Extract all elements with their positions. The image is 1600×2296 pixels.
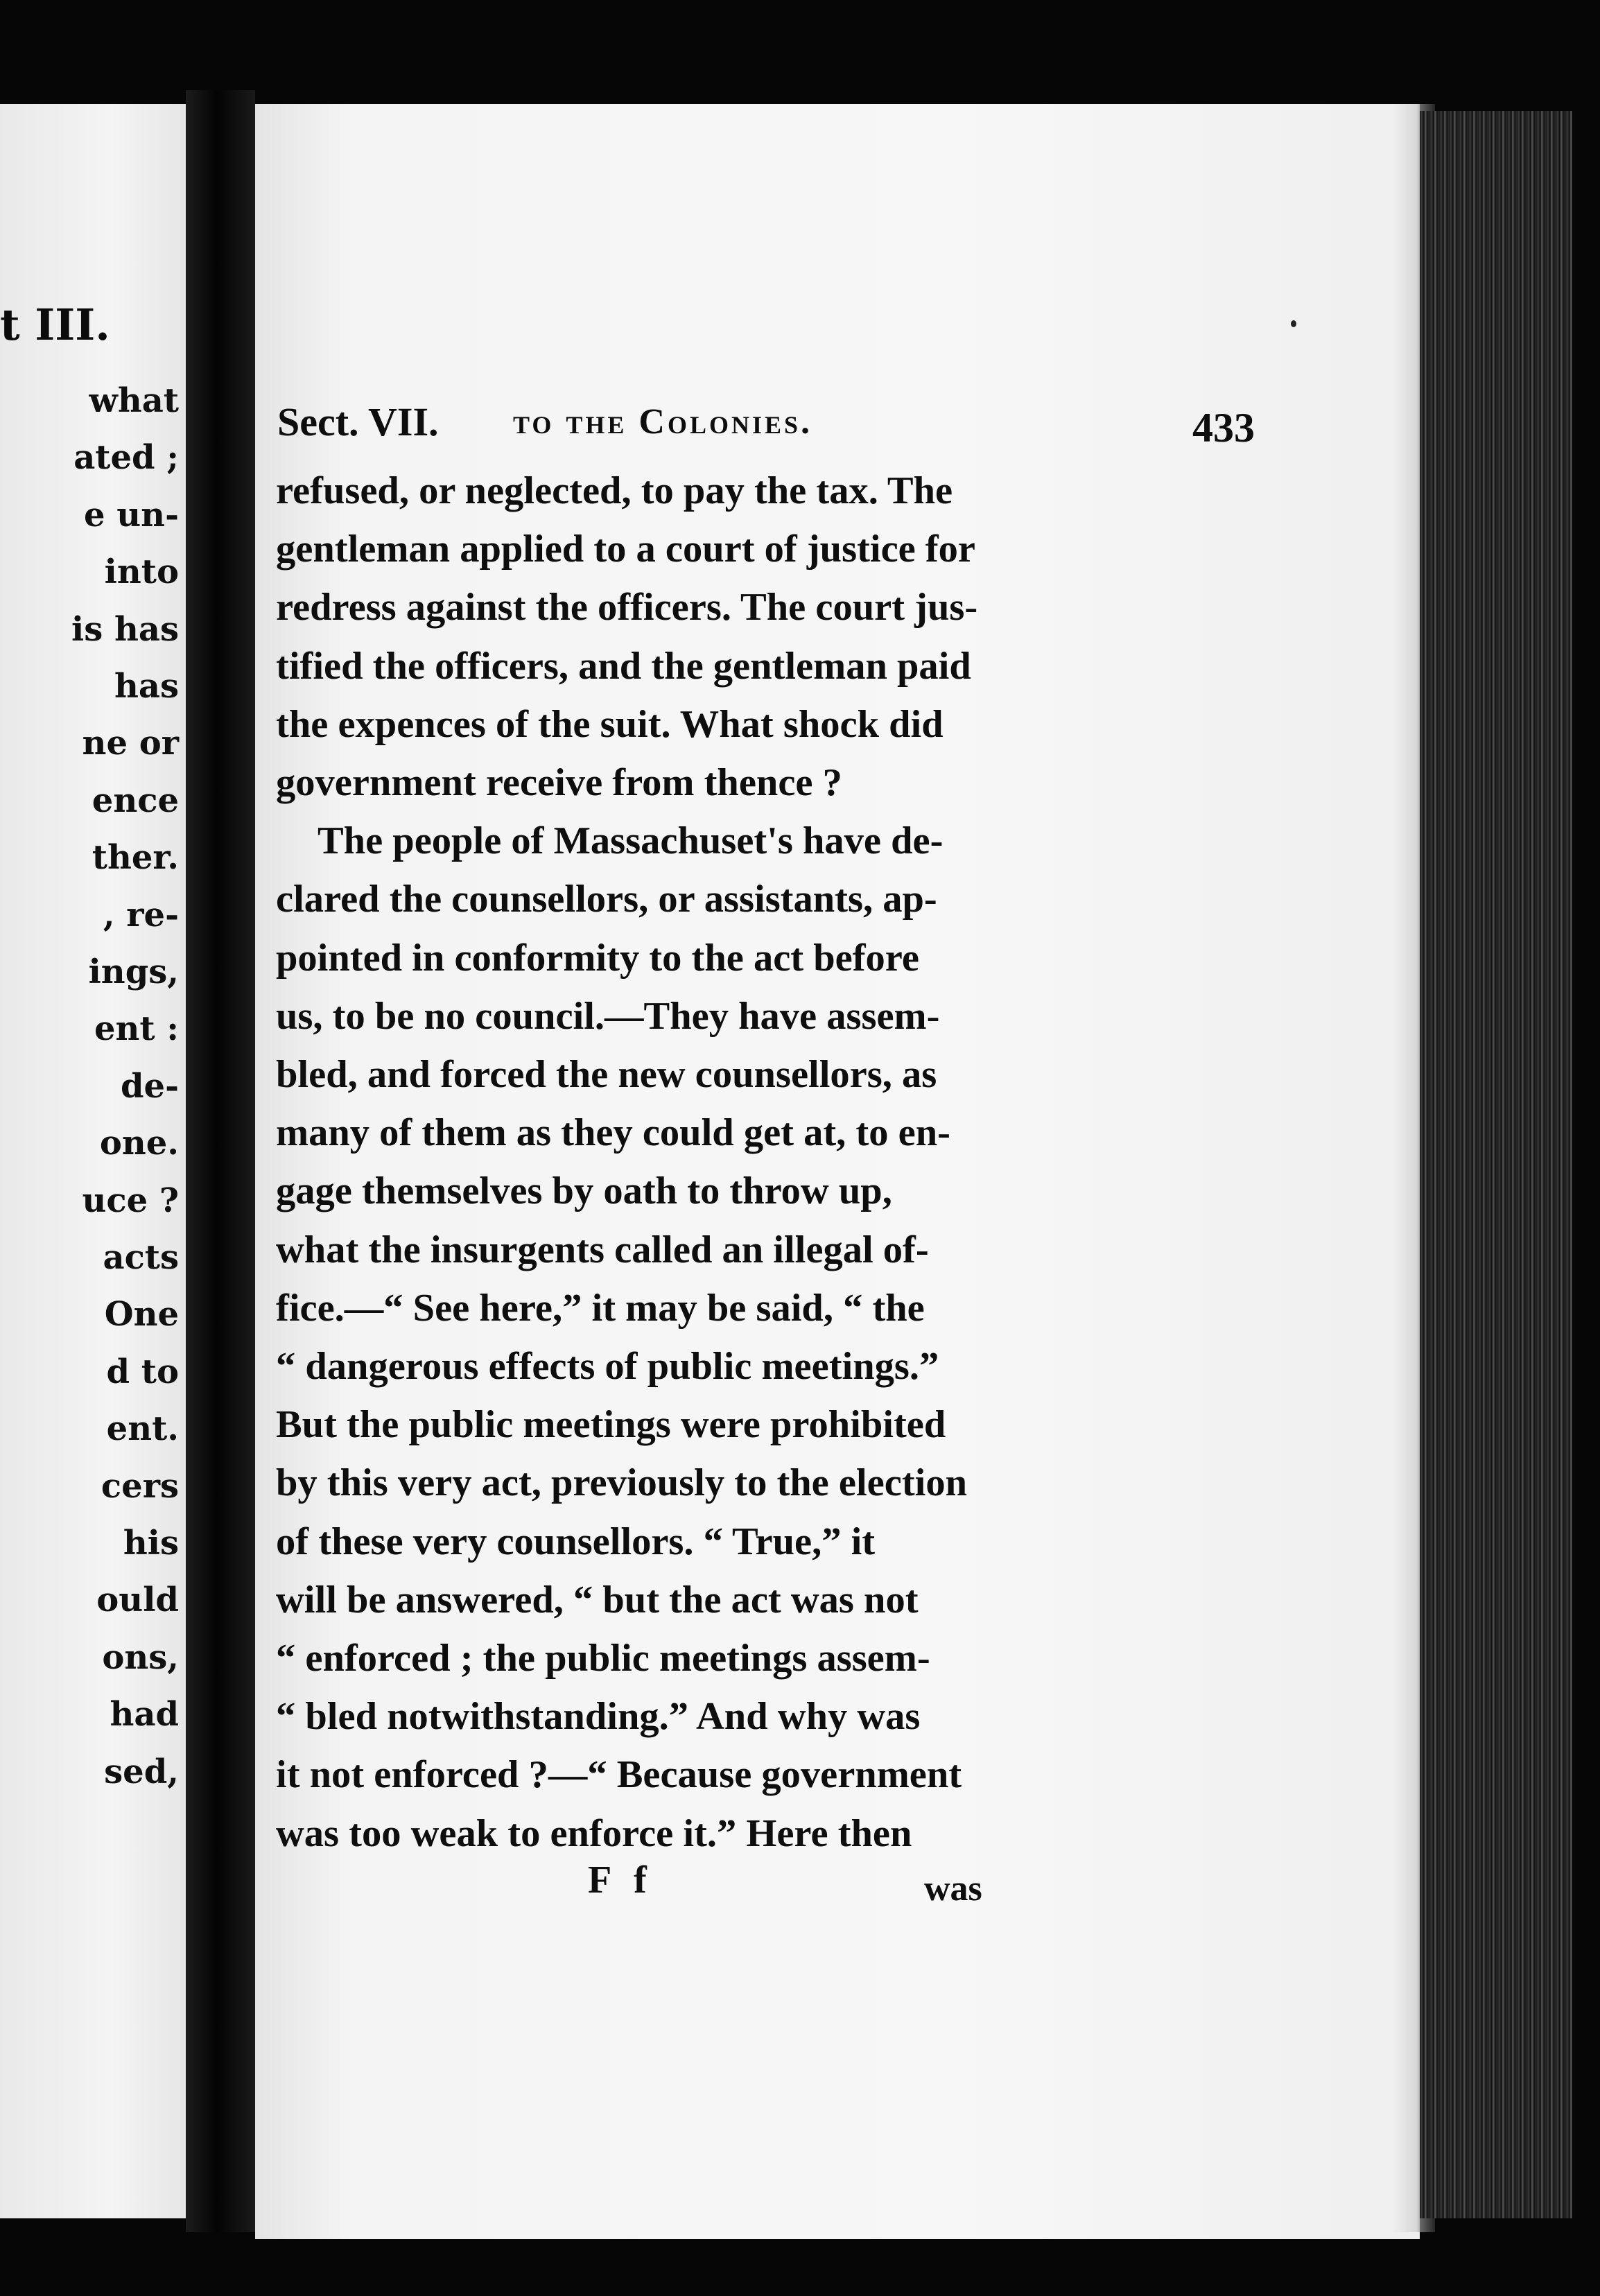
previous-page-line: ther. xyxy=(92,838,179,878)
previous-page-line: sed, xyxy=(104,1752,179,1791)
previous-page-fragment xyxy=(0,104,186,2218)
previous-page-line: de- xyxy=(120,1066,179,1106)
previous-page-line: uce ? xyxy=(82,1181,179,1220)
previous-page-line: cers xyxy=(101,1466,179,1506)
previous-page-line: is has xyxy=(71,609,179,649)
text-line: us, to be no council.—They have assem- xyxy=(276,994,940,1038)
text-line: gentleman applied to a court of justice for xyxy=(276,528,975,571)
text-line: by this very act, previously to the election xyxy=(276,1461,967,1505)
previous-page-line: d to xyxy=(106,1352,179,1391)
text-line: was too weak to enforce it.” Here then xyxy=(276,1811,912,1855)
text-line: gage themselves by oath to throw up, xyxy=(276,1169,892,1213)
running-title: to the Colonies. xyxy=(513,402,812,442)
previous-page-line: what xyxy=(89,381,179,420)
signature-mark: F f xyxy=(588,1859,654,1902)
previous-page-line: ings, xyxy=(88,953,179,991)
previous-page-running-head: t III. xyxy=(0,299,110,350)
previous-page-line: one. xyxy=(99,1124,179,1163)
section-label: Sect. VII. xyxy=(277,399,439,444)
text-line: what the insurgents called an illegal of- xyxy=(276,1228,929,1271)
text-line: refused, or neglected, to pay the tax. The xyxy=(276,469,953,512)
previous-page-line: ence xyxy=(92,781,179,820)
text-line: of these very counsellors. “ True,” it xyxy=(276,1520,876,1563)
text-line: redress against the officers. The court jus- xyxy=(276,586,978,629)
text-line: bled, and forced the new counsellors, as xyxy=(276,1053,937,1096)
previous-page-line: ent : xyxy=(94,1009,179,1049)
text-line: fice.—“ See here,” it may be said, “ the xyxy=(276,1286,925,1330)
text-line: The people of Massachuset's have de- xyxy=(318,819,944,863)
book-fore-edge xyxy=(1420,111,1572,2218)
text-line: government receive from thence ? xyxy=(276,761,842,804)
text-line: clared the counsellors, or assistants, ap- xyxy=(276,878,937,921)
previous-page-line: One xyxy=(104,1295,179,1334)
text-line: many of them as they could get at, to en- xyxy=(276,1111,950,1155)
previous-page-line: ne or xyxy=(82,724,179,763)
dust-speck xyxy=(1291,320,1296,327)
text-line: “ dangerous effects of public meetings.” xyxy=(276,1345,939,1388)
page-number: 433 xyxy=(1192,405,1255,451)
previous-page-line: ated ; xyxy=(73,438,179,478)
book-gutter xyxy=(186,90,255,2232)
catchword: was xyxy=(924,1869,982,1908)
previous-page-line: into xyxy=(104,553,179,592)
text-line: will be answered, “ but the act was not xyxy=(276,1578,919,1621)
previous-page-line: ons, xyxy=(102,1637,179,1677)
text-line: But the public meetings were prohibited xyxy=(276,1403,946,1447)
previous-page-line: his xyxy=(123,1524,179,1563)
text-line: “ enforced ; the public meetings assem- xyxy=(276,1637,930,1680)
text-line: the expences of the suit. What shock did xyxy=(276,702,944,746)
previous-page-line: ould xyxy=(96,1581,179,1620)
running-head xyxy=(277,399,1276,454)
previous-page-line: had xyxy=(110,1695,179,1734)
previous-page-line: , re- xyxy=(103,895,179,934)
previous-page-line: e un- xyxy=(84,495,179,534)
previous-page-line: acts xyxy=(103,1238,179,1277)
previous-page-line: ent. xyxy=(106,1409,179,1449)
text-line: it not enforced ?—“ Because government xyxy=(276,1753,962,1797)
text-line: “ bled notwithstanding.” And why was xyxy=(276,1695,921,1739)
page-433 xyxy=(255,104,1420,2239)
text-line: tified the officers, and the gentleman paid xyxy=(276,644,971,688)
text-line: pointed in conformity to the act before xyxy=(276,936,919,980)
previous-page-line: has xyxy=(114,667,179,706)
